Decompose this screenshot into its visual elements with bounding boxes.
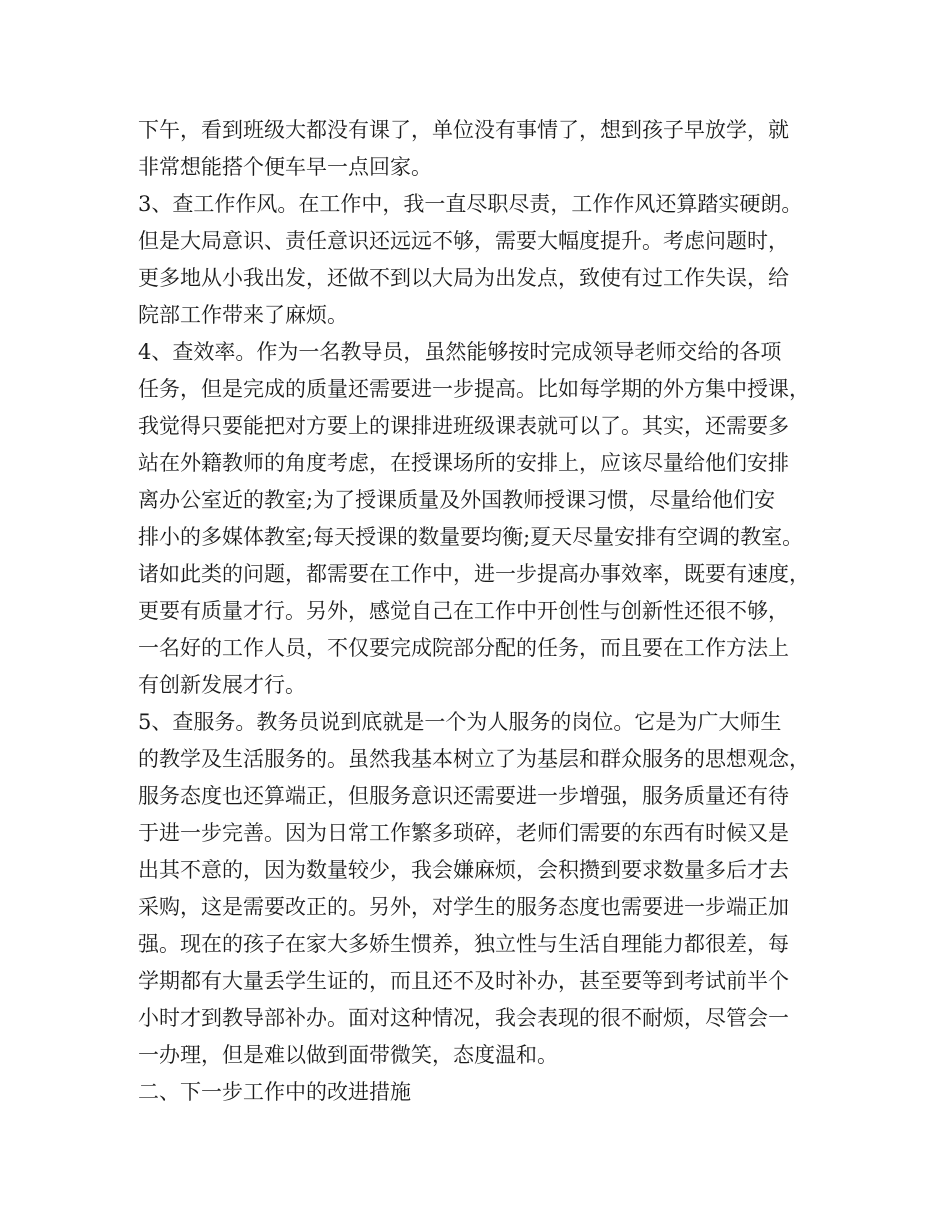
text-line: 诸如此类的问题，都需要在工作中，进一步提高办事效率，既要有速度， (138, 562, 810, 586)
text-line: 小时才到教导部补办。面对这种情况，我会表现的很不耐烦，尽管会一 (138, 1006, 789, 1030)
text-line: 更多地从小我出发，还做不到以大局为出发点，致使有过工作失误，给 (138, 266, 789, 290)
text-line: 下午，看到班级大都没有课了，单位没有事情了，想到孩子早放学，就 (138, 118, 789, 142)
text-line: 4、查效率。作为一名教导员，虽然能够按时完成领导老师交给的各项 (138, 340, 782, 364)
text-line: 于进一步完善。因为日常工作繁多琐碎，老师们需要的东西有时候又是 (138, 821, 789, 845)
text-line: 5、查服务。教务员说到底就是一个为人服务的岗位。它是为广大师生 (138, 710, 782, 734)
text-line: 采购，这是需要改正的。另外，对学生的服务态度也需要进一步端正加 (138, 895, 789, 919)
document-body (138, 112, 838, 1111)
text-line: 强。现在的孩子在家大多娇生惯养，独立性与生活自理能力都很差，每 (138, 932, 789, 956)
text-line: 但是大局意识、责任意识还远远不够，需要大幅度提升。考虑问题时， (138, 229, 789, 253)
text-line: 非常想能搭个便车早一点回家。 (138, 155, 432, 179)
text-line: 院部工作带来了麻烦。 (138, 303, 348, 327)
text-line: 更要有质量才行。另外，感觉自己在工作中开创性与创新性还很不够， (138, 599, 789, 623)
text-line: 离办公室近的教室;为了授课质量及外国教师授课习惯，尽量给他们安 (138, 488, 776, 512)
text-line: 站在外籍教师的角度考虑，在授课场所的安排上，应该尽量给他们安排 (138, 451, 789, 475)
text-line: 排小的多媒体教室;每天授课的数量要均衡;夏天尽量安排有空调的教室。 (138, 525, 804, 549)
text-line: 一办理，但是难以做到面带微笑，态度温和。 (138, 1043, 558, 1067)
text-line: 我觉得只要能把对方要上的课排进班级课表就可以了。其实，还需要多 (138, 414, 789, 438)
text-line: 3、查工作作风。在工作中，我一直尽职尽责，工作作风还算踏实硬朗。 (138, 192, 803, 216)
text-line: 出其不意的，因为数量较少，我会嫌麻烦，会积攒到要求数量多后才去 (138, 858, 789, 882)
section-heading: 二、下一步工作中的改进措施 (138, 1080, 411, 1104)
text-line: 学期都有大量丢学生证的，而且还不及时补办，甚至要等到考试前半个 (138, 969, 789, 993)
text-line: 有创新发展才行。 (138, 673, 306, 697)
text-line: 服务态度也还算端正，但服务意识还需要进一步增强，服务质量还有待 (138, 784, 789, 808)
text-line: 的教学及生活服务的。虽然我基本树立了为基层和群众服务的思想观念， (138, 747, 810, 771)
text-line: 一名好的工作人员，不仅要完成院部分配的任务，而且要在工作方法上 (138, 636, 789, 660)
text-line: 任务，但是完成的质量还需要进一步提高。比如每学期的外方集中授课， (138, 377, 810, 401)
